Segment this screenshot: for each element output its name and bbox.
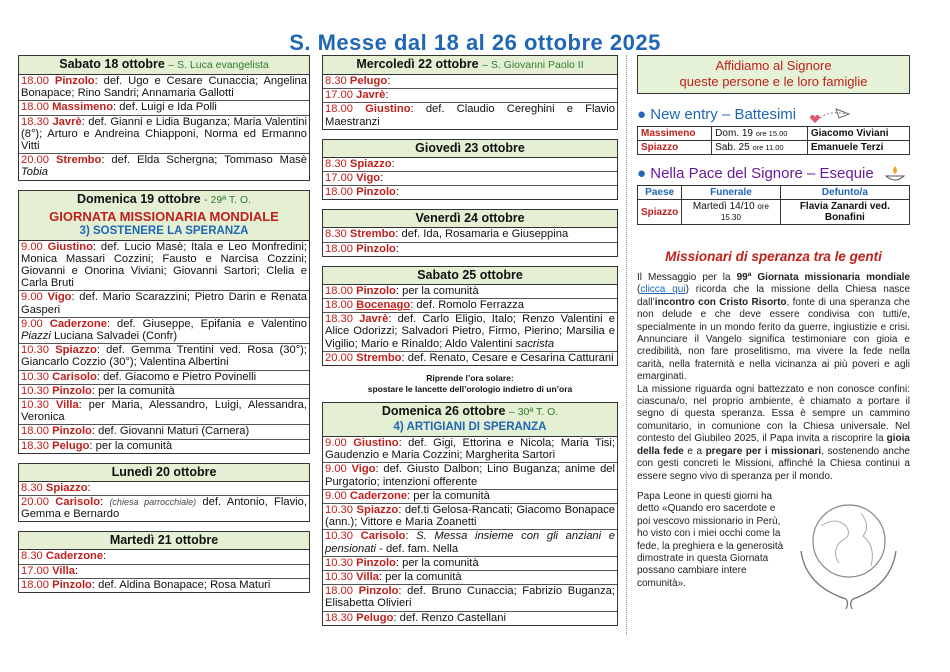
table-row bbox=[638, 127, 910, 141]
mass-time: 20.00 bbox=[21, 496, 49, 509]
day-header bbox=[19, 464, 309, 482]
mass-row bbox=[19, 75, 309, 101]
mass-place: Pelugo bbox=[52, 439, 90, 452]
day-subtitle: – S. Giovanni Paolo II bbox=[482, 59, 584, 71]
tema-speranza: 4) ARTIGIANI DI SPERANZA bbox=[393, 421, 547, 434]
day-subtitle: – S. Luca evangelista bbox=[168, 59, 269, 71]
mass-place: Caderzone bbox=[49, 317, 107, 330]
missionari-paragraph-1: Il Messaggio per la 99ª Giornata missionaria mondiale (clicca qui) ricorda che la missione della Chiesa nasce dall’incontro con Cristo Risorto, fonte di una speranza che non delude e che deve essere condivisa con tutti/e, specialmente in un mondo ferito da guerre, ingiustizie e crisi. Annunciare il Vangelo significa testimoniare con gioia e credibilità, non fare proselitismo, ma vivere la fede nella carità, nella fraternità e nella vicinanza ai più poveri e agli emarginati. bbox=[637, 272, 911, 383]
mass-intention: : bbox=[100, 496, 110, 509]
mass-intention-2: Luciana Salvadei (Confr) bbox=[50, 330, 178, 343]
mass-time: 18.00 bbox=[325, 242, 353, 255]
battesimo-name: Emanuele Terzi bbox=[807, 141, 909, 155]
mass-row bbox=[19, 154, 309, 179]
col-header: Defunto/a bbox=[780, 186, 909, 200]
mass-row bbox=[19, 550, 309, 564]
mass-time: 10.30 bbox=[325, 504, 353, 517]
mass-row bbox=[19, 344, 309, 370]
mass-intention: : per la comunità bbox=[89, 439, 173, 452]
mass-place: Pinzolo bbox=[52, 578, 92, 591]
mass-intention: : def. Gianni e Lidia Buganza; Maria Valentini (8°); Arturo e Andreina Chiapponi, Norma ed Ermanno Vitti bbox=[21, 115, 307, 153]
mass-place: Vigo bbox=[356, 172, 381, 185]
mass-intention: : bbox=[395, 186, 399, 199]
tema-speranza: 3) SOSTENERE LA SPERANZA bbox=[79, 224, 249, 237]
mass-time: 9.00 bbox=[21, 240, 43, 253]
mass-row bbox=[323, 75, 617, 89]
affidiamo-line2: queste persone e le loro famiglie bbox=[679, 74, 868, 89]
mass-time: 18.00 bbox=[325, 585, 353, 598]
day-box bbox=[18, 190, 310, 454]
mass-intention: : def. Ida, Rosamaria e Giuseppina bbox=[395, 228, 569, 241]
esequie-label2: – Esequie bbox=[807, 165, 874, 182]
mass-place: Carisolo bbox=[52, 370, 97, 383]
mass-intention: : def. Mario Scarazzini; Pietro Darin e Renata Gasperi bbox=[21, 291, 307, 316]
mass-row bbox=[19, 371, 309, 385]
missionari-paragraph-2: La missione riguarda ogni battezzato e non conosce confini: ciascuna/o, nel proprio ambiente, è chiamato a portare il segno di questa speranza. Essa è sempre un cammino comunitario, in comunione con la Chiesa universale. Nel contesto del Giubileo 2025, il Papa invita a riscoprire la gioia della fede e a pregare per i missionari, sostenendo anche con gesti concreti le Missioni, affinché la Chiesa continui a essere segno vivo di speranza per il mondo. bbox=[637, 383, 910, 482]
day-title: Mercoledì 22 ottobre bbox=[356, 57, 479, 71]
mass-place: Vigo bbox=[47, 291, 72, 304]
day-box bbox=[18, 463, 310, 523]
day-header bbox=[19, 532, 309, 550]
mass-note: Tobia bbox=[21, 166, 48, 179]
candle-icon bbox=[882, 164, 908, 184]
mass-time: 9.00 bbox=[21, 317, 43, 330]
mass-row bbox=[323, 299, 617, 313]
mass-row bbox=[19, 385, 309, 399]
mass-intention: : def. Lucio Masè; Itala e Leo Monfredini; Monica Massari Cozzini; Fausto e Narcisa Cozzini; Giovanni e Onorina Viviani; Giovanni Sartori; Clelia e Carla Bruti bbox=[21, 240, 307, 290]
day-box bbox=[322, 55, 618, 130]
mass-time: 17.00 bbox=[325, 89, 353, 102]
mass-time: 10.30 bbox=[21, 344, 49, 357]
mass-row bbox=[19, 425, 309, 439]
globe-hands-icon bbox=[791, 491, 906, 611]
mass-time: 18.00 bbox=[325, 103, 353, 116]
mass-place: Carisolo bbox=[55, 496, 101, 509]
clicca-qui-link[interactable]: clicca qui bbox=[640, 284, 686, 296]
mass-intention: : per la comunità bbox=[407, 489, 490, 502]
day-box bbox=[322, 402, 618, 626]
table-row bbox=[638, 200, 910, 225]
note-line-2: spostare le lancette dell’orologio indietro di un’ora bbox=[367, 384, 573, 395]
giornata-missionaria: GIORNATA MISSIONARIA MONDIALE bbox=[49, 208, 279, 224]
mass-place: Massimeno bbox=[52, 101, 114, 114]
mass-place: Pelugo bbox=[349, 75, 388, 87]
mass-row bbox=[323, 463, 617, 489]
battesimi-label: New entry bbox=[650, 106, 718, 123]
day-subtitle: – 30ª T. O. bbox=[508, 406, 559, 419]
battesimo-hour: ore 15.00 bbox=[755, 129, 788, 138]
mass-note: sacrista bbox=[515, 337, 555, 350]
mass-time: 8.30 bbox=[21, 481, 43, 494]
esequie-place: Spiazzo bbox=[638, 200, 682, 225]
mass-row bbox=[323, 313, 617, 352]
page-title: S. Messe dal 18 al 26 ottobre 2025 bbox=[289, 30, 661, 55]
schedule-column-left bbox=[18, 55, 310, 602]
day-header bbox=[323, 56, 617, 75]
mass-time: 18.00 bbox=[21, 425, 49, 438]
mass-intention: : bbox=[385, 89, 389, 102]
mass-place: Strembo bbox=[55, 154, 102, 167]
mass-note: Piazzi bbox=[21, 330, 51, 343]
mass-row bbox=[323, 172, 617, 186]
mass-time: 10.30 bbox=[21, 370, 49, 383]
mass-place: Pinzolo bbox=[52, 384, 92, 397]
mass-row bbox=[323, 103, 617, 128]
mass-time: 10.30 bbox=[325, 530, 353, 543]
esequie-name: Flavia Zanardi ved. Bonafini bbox=[780, 200, 909, 225]
esequie-date: Martedì 14/10 bbox=[692, 201, 755, 212]
mass-time: 18.00 bbox=[21, 578, 49, 591]
mass-row bbox=[19, 291, 309, 317]
mass-row bbox=[323, 228, 617, 242]
mass-place: Spiazzo bbox=[55, 344, 97, 357]
mass-row bbox=[19, 440, 309, 453]
mass-place: Giustino bbox=[353, 437, 399, 450]
mass-time: 10.30 bbox=[325, 556, 353, 569]
day-title: Domenica 26 ottobre bbox=[381, 404, 506, 419]
mass-intention: : def. Gemma Trentini ved. Rosa (30°); Giancarlo Cozzio (30°); Valentina Albertini bbox=[21, 344, 307, 369]
mass-time: 8.30 bbox=[325, 228, 347, 241]
mass-time: 18.00 bbox=[325, 284, 353, 297]
day-title: Sabato 18 ottobre bbox=[59, 57, 165, 71]
mass-time: 9.00 bbox=[325, 463, 347, 476]
papa-leone-section bbox=[637, 491, 910, 611]
mass-place: Pinzolo bbox=[356, 556, 396, 569]
mass-intention: : def. Claudio Cereghini e Flavio Maestranzi bbox=[325, 103, 616, 128]
mass-intention: : def. Aldina Bonapace; Rosa Maturi bbox=[91, 578, 271, 591]
day-box bbox=[18, 531, 310, 593]
mass-time: 18.00 bbox=[21, 101, 49, 114]
mass-place: Caderzone bbox=[349, 489, 408, 502]
day-box bbox=[322, 266, 618, 366]
mass-place: Pinzolo bbox=[52, 425, 92, 438]
affidiamo-line1: Affidiamo al Signore bbox=[715, 58, 832, 73]
mass-time: 18.30 bbox=[325, 313, 353, 326]
mass-intention: : bbox=[391, 157, 395, 170]
mass-place: Villa bbox=[52, 564, 75, 577]
mass-time: 18.30 bbox=[325, 611, 353, 624]
mass-intention: : bbox=[387, 75, 391, 87]
mass-place: Giustino bbox=[365, 103, 411, 116]
mass-time: 18.30 bbox=[21, 115, 49, 128]
esequie-label: Nella Pace del Signore bbox=[650, 165, 803, 182]
mass-time: 9.00 bbox=[21, 291, 43, 304]
battesimi-label2: – Battesimi bbox=[721, 106, 797, 123]
mass-intention: : def. Ugo e Cesare Cunaccia; Angelina Bonapace; Rino Sandri; Annamaria Gallotti bbox=[21, 75, 308, 100]
day-header bbox=[323, 210, 617, 228]
mass-intention: : per la comunità bbox=[395, 284, 479, 297]
mass-time: 20.00 bbox=[325, 351, 353, 364]
mass-intention: : per la comunità bbox=[91, 384, 175, 397]
mass-place: Javrè bbox=[356, 89, 386, 102]
battesimi-heading: ● New entry – Battesimi bbox=[637, 104, 910, 126]
mass-intention-2: - def. fam. Nella bbox=[376, 542, 459, 555]
mass-row bbox=[19, 399, 309, 425]
battesimo-date: Sab. 25 bbox=[715, 142, 750, 153]
esequie-hour: ore 15.30 bbox=[720, 202, 769, 222]
battesimo-name: Giacomo Viviani bbox=[807, 127, 909, 141]
mass-row bbox=[323, 612, 617, 625]
col-header: Funerale bbox=[682, 186, 780, 200]
mass-row bbox=[19, 482, 309, 496]
mass-place: Giustino bbox=[47, 240, 93, 253]
mass-row bbox=[323, 186, 617, 199]
mass-place: Bocenago bbox=[356, 299, 411, 312]
mass-row bbox=[19, 318, 309, 344]
mass-location-note: (chiesa parrocchiale) bbox=[109, 497, 197, 508]
mass-time: 17.00 bbox=[21, 564, 49, 577]
mass-intention: : def. Romolo Ferrazza bbox=[410, 299, 524, 312]
mass-place: Pinzolo bbox=[358, 585, 399, 598]
mass-intention: : bbox=[395, 242, 399, 255]
mass-row bbox=[323, 352, 617, 365]
mass-intention: : def. Elda Schergna; Tommaso Masè bbox=[101, 154, 307, 167]
day-title: Sabato 25 ottobre bbox=[417, 267, 523, 282]
mass-row bbox=[19, 565, 309, 579]
mass-row bbox=[19, 496, 309, 521]
mass-intention: : bbox=[103, 550, 107, 563]
mass-intention: : bbox=[74, 564, 79, 577]
mass-time: 9.00 bbox=[325, 437, 347, 450]
mass-intention: : def. Giuseppe, Epifania e Valentino bbox=[106, 317, 308, 330]
mass-intention: : bbox=[87, 481, 91, 494]
mass-intention: : def. Carlo Eligio, Italo; Renzo Valentini e Alice Odorizzi; Salvadori Pietro, Firmo, Pierino; Marsilia e Vigilio; Mario e Rinaldo; Aldo Valentini bbox=[325, 313, 615, 350]
mass-place: Spiazzo bbox=[356, 504, 399, 517]
mass-row bbox=[19, 579, 309, 592]
day-title: Domenica 19 ottobre bbox=[76, 191, 201, 206]
mass-intention: : def. Renato, Cesare e Cesarina Catturani bbox=[401, 351, 614, 364]
mass-note: S. Messa insieme con gli anziani e pensionati bbox=[325, 530, 615, 555]
mass-intention: : per la comunità bbox=[395, 556, 479, 569]
mass-intention: : bbox=[380, 172, 384, 185]
heart-plane-icon bbox=[806, 106, 850, 124]
mass-intention: : def. Gigi, Ettorina e Nicola; Maria Tisi; Gaudenzio e Maria Cozzini; Margherita Sartori bbox=[325, 437, 615, 462]
battesimo-place: Spiazzo bbox=[638, 141, 712, 155]
mass-intention: : per la comunità bbox=[378, 571, 462, 584]
day-header bbox=[19, 191, 309, 241]
mass-place: Pinzolo bbox=[356, 284, 396, 297]
mass-intention-2: def. Antonio, Flavio, Gemma e Bernardo bbox=[21, 496, 308, 521]
mass-time: 10.30 bbox=[325, 571, 353, 584]
mass-time: 18.00 bbox=[325, 299, 353, 312]
mass-place: Pinzolo bbox=[356, 242, 396, 255]
mass-row bbox=[323, 158, 617, 172]
mass-row bbox=[19, 241, 309, 292]
day-title: Martedì 21 ottobre bbox=[109, 533, 219, 548]
missionari-title: Missionari di speranza tra le genti bbox=[665, 249, 882, 264]
mass-intention: : def. Renzo Castellani bbox=[393, 611, 506, 624]
mass-row bbox=[323, 504, 617, 530]
mass-place: Javrè bbox=[52, 115, 82, 128]
mass-place: Pinzolo bbox=[54, 75, 95, 87]
mass-time: 8.30 bbox=[21, 550, 43, 563]
mass-time: 10.30 bbox=[21, 384, 49, 397]
mass-place: Spiazzo bbox=[349, 157, 392, 170]
day-header bbox=[323, 267, 617, 285]
info-column bbox=[637, 55, 910, 611]
mass-row bbox=[323, 571, 617, 585]
mass-time: 17.00 bbox=[325, 172, 353, 185]
mass-time: 18.30 bbox=[21, 439, 49, 452]
battesimo-place: Massimeno bbox=[638, 127, 712, 141]
mass-time: 20.00 bbox=[21, 154, 49, 167]
day-box bbox=[322, 139, 618, 201]
mass-time: 18.00 bbox=[325, 186, 353, 199]
mass-row bbox=[323, 89, 617, 103]
mass-row bbox=[19, 116, 309, 155]
affidiamo-box bbox=[637, 55, 910, 94]
mass-time: 8.30 bbox=[325, 157, 347, 170]
mass-row bbox=[323, 437, 617, 463]
mass-row bbox=[323, 557, 617, 571]
mass-time: 18.00 bbox=[21, 75, 49, 87]
battesimo-hour: ore 11.00 bbox=[752, 143, 784, 152]
mass-place: Vigo bbox=[351, 463, 376, 476]
mass-place: Villa bbox=[55, 399, 79, 412]
mass-time: 9.00 bbox=[325, 489, 347, 502]
day-box bbox=[322, 209, 618, 256]
battesimo-date: Dom. 19 bbox=[715, 128, 753, 139]
mass-intention: : def. Giusto Dalbon; Lino Buganza; anime del Purgatorio; intenzioni offerente bbox=[325, 463, 616, 488]
mass-place: Villa bbox=[356, 571, 379, 584]
table-row bbox=[638, 141, 910, 155]
col-header: Paese bbox=[638, 186, 682, 200]
day-title: Giovedì 23 ottobre bbox=[415, 140, 525, 155]
schedule-column-middle bbox=[322, 55, 618, 635]
day-box bbox=[18, 55, 310, 181]
time-change-note bbox=[322, 373, 618, 395]
mass-row bbox=[323, 285, 617, 299]
mass-intention: : bbox=[405, 530, 417, 543]
mass-place: Javrè bbox=[359, 313, 389, 326]
mass-intention: : def. Giovanni Maturi (Carnera) bbox=[91, 425, 250, 438]
mass-place: Strembo bbox=[356, 351, 402, 364]
mass-time: 8.30 bbox=[325, 75, 347, 87]
mass-place: Caderzone bbox=[45, 550, 104, 563]
mass-time: 10.30 bbox=[21, 399, 49, 412]
day-header bbox=[323, 140, 617, 158]
mass-place: Carisolo bbox=[360, 530, 406, 543]
day-title: Venerdì 24 ottobre bbox=[415, 211, 525, 226]
battesimi-table bbox=[637, 126, 910, 155]
mass-intention: : def.ti Gelosa-Rancati; Giacomo Bonapace (ann.); Vittore e Maria Zoanetti bbox=[325, 504, 616, 529]
day-header bbox=[19, 56, 309, 75]
mass-row bbox=[323, 490, 617, 504]
esequie-table bbox=[637, 185, 910, 225]
day-header bbox=[323, 403, 617, 437]
mass-intention: : per Maria, Alessandro, Luigi, Alessandra, Veronica bbox=[21, 399, 307, 424]
mass-place: Strembo bbox=[349, 228, 396, 241]
mass-intention: : def. Giacomo e Pietro Povinelli bbox=[96, 370, 257, 383]
day-subtitle: - 29ª T. O. bbox=[204, 193, 251, 206]
mass-row bbox=[19, 101, 309, 115]
mass-row bbox=[323, 243, 617, 256]
mass-intention: : def. Bruno Cunaccia; Fabrizio Buganza; Elisabetta Olivieri bbox=[325, 585, 616, 610]
mass-intention: : def. Luigi e Ida Polli bbox=[113, 101, 217, 114]
mass-row bbox=[323, 530, 617, 556]
day-title: Lunedì 20 ottobre bbox=[111, 464, 217, 479]
mass-place: Pinzolo bbox=[356, 186, 396, 199]
note-line-1: Riprende l’ora solare: bbox=[426, 373, 514, 384]
mass-row bbox=[323, 585, 617, 611]
esequie-heading: ● Nella Pace del Signore – Esequie bbox=[637, 163, 910, 185]
column-divider bbox=[626, 55, 627, 635]
papa-leone-quote: Papa Leone in questi giorni ha detto «Quando ero sacerdote e poi vescovo missionario in Perù, ho visto con i miei occhi come la fede, la preghiera e la generosità dimostrate in questa Giornata possano cambiare intere comunità». bbox=[637, 490, 784, 589]
mass-place: Spiazzo bbox=[45, 481, 88, 494]
mass-place: Pelugo bbox=[356, 611, 394, 624]
table-header-row bbox=[638, 186, 910, 200]
